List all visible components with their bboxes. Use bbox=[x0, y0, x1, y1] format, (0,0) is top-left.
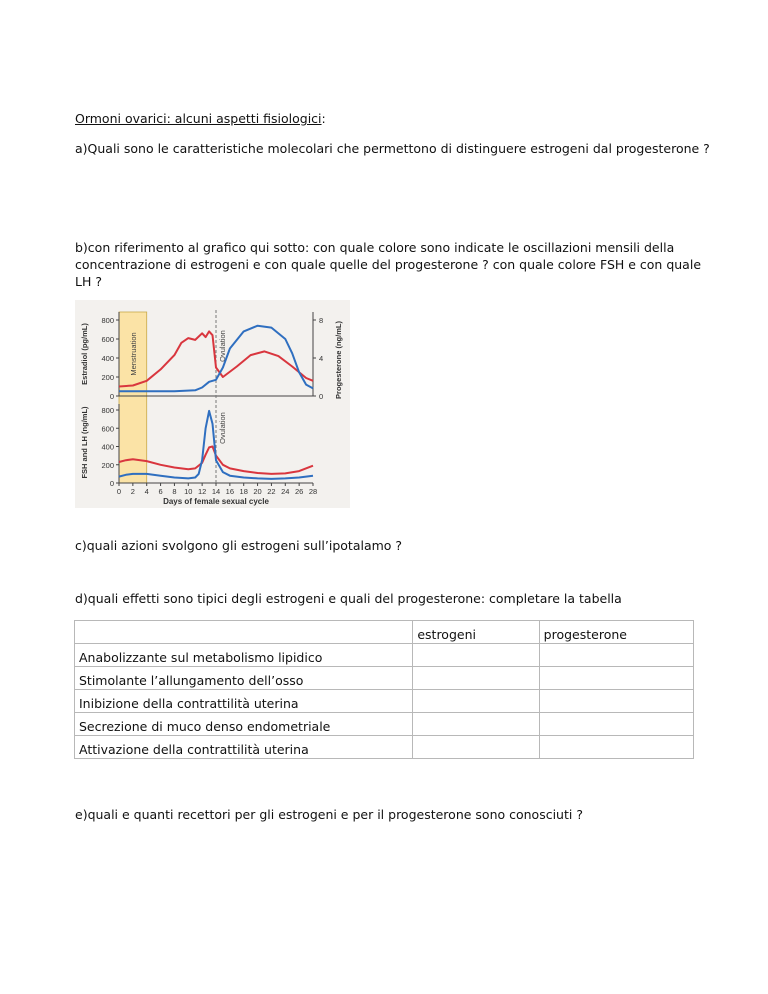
cell-progesterone[interactable] bbox=[539, 736, 693, 759]
header-progesterone: progesterone bbox=[539, 621, 693, 644]
cell-estrogeni[interactable] bbox=[413, 713, 539, 736]
table-row bbox=[75, 667, 694, 690]
cell-progesterone[interactable] bbox=[539, 644, 693, 667]
table-row bbox=[75, 690, 694, 713]
bottom-left-axis-label: FSH and LH (ng/mL) bbox=[80, 406, 89, 479]
ovulation-label-bottom: Ovulation bbox=[218, 412, 227, 444]
table-row bbox=[75, 713, 694, 736]
table-row bbox=[75, 736, 694, 759]
page-title bbox=[75, 110, 715, 127]
cell-progesterone[interactable] bbox=[539, 667, 693, 690]
ovulation-label-top: Ovulation bbox=[218, 330, 227, 362]
row-label: Inibizione della contrattilità uterina bbox=[75, 690, 413, 713]
x-tick-label: 22 bbox=[267, 487, 276, 496]
bottom-left-tick-label: 0 bbox=[109, 479, 114, 488]
question-e: e)quali e quanti recettori per gli estrogeni e per il progesterone sono conosciuti ? bbox=[75, 807, 583, 822]
row-label: Attivazione della contrattilità uterina bbox=[75, 736, 413, 759]
x-tick-label: 16 bbox=[225, 487, 235, 496]
x-tick-label: 24 bbox=[281, 487, 290, 496]
title-colon: : bbox=[321, 111, 326, 126]
cell-estrogeni[interactable] bbox=[413, 667, 539, 690]
row-label: Secrezione di muco denso endometriale bbox=[75, 713, 413, 736]
x-tick-label: 0 bbox=[116, 487, 122, 496]
x-tick-label: 18 bbox=[239, 487, 248, 496]
cell-progesterone[interactable] bbox=[539, 713, 693, 736]
question-d: d)quali effetti sono tipici degli estrogeni e quali del progesterone: completare la tabella bbox=[75, 591, 622, 606]
row-label: Stimolante l’allungamento dell’osso bbox=[75, 667, 413, 690]
header-blank bbox=[75, 621, 413, 644]
cell-progesterone[interactable] bbox=[539, 690, 693, 713]
row-label: Anabolizzante sul metabolismo lipidico bbox=[75, 644, 413, 667]
x-tick-label: 12 bbox=[197, 487, 207, 496]
cell-estrogeni[interactable] bbox=[413, 690, 539, 713]
top-left-axis-label: Estradiol (pg/mL) bbox=[80, 323, 89, 385]
top-left-tick-label: 600 bbox=[101, 335, 114, 344]
x-tick-label: 2 bbox=[130, 487, 135, 496]
question-a: a)Quali sono le caratteristiche molecolari che permettono di distinguere estrogeni dal progesterone ? bbox=[75, 141, 710, 156]
menstruation-label: Menstruation bbox=[128, 332, 138, 376]
x-tick-label: 20 bbox=[253, 487, 262, 496]
x-tick-label: 4 bbox=[144, 487, 149, 496]
top-right-tick-label: 4 bbox=[319, 354, 324, 363]
top-right-tick-label: 0 bbox=[319, 392, 324, 401]
hormone-cycle-chart bbox=[75, 300, 350, 508]
x-axis-label: Days of female sexual cycle bbox=[163, 497, 269, 506]
x-tick-label: 26 bbox=[294, 487, 304, 496]
question-b: b)con riferimento al grafico qui sotto: con quale colore sono indicate le oscillazioni mensili della concentrazione di estrogeni e con quale quelle del progesterone ? con quale colore FSH e con quale LH ? bbox=[75, 240, 702, 289]
bottom-left-tick-label: 200 bbox=[101, 460, 114, 470]
bottom-left-tick-label: 600 bbox=[101, 424, 114, 434]
x-tick-label: 28 bbox=[308, 487, 318, 496]
x-tick-label: 10 bbox=[184, 487, 193, 496]
cell-estrogeni[interactable] bbox=[413, 644, 539, 667]
top-left-tick-label: 400 bbox=[101, 354, 114, 363]
x-tick-label: 8 bbox=[172, 487, 177, 496]
top-right-tick-label: 8 bbox=[319, 316, 324, 325]
bottom-left-tick-label: 400 bbox=[101, 442, 114, 452]
header-estrogeni: estrogeni bbox=[413, 621, 539, 644]
top-left-tick-label: 200 bbox=[101, 373, 114, 382]
question-c: c)quali azioni svolgono gli estrogeni sull’ipotalamo ? bbox=[75, 538, 403, 553]
title-text: Ormoni ovarici: alcuni aspetti fisiologici bbox=[75, 111, 322, 126]
top-right-axis-label: Progesterone (ng/mL) bbox=[334, 321, 343, 399]
x-tick-label: 14 bbox=[211, 487, 221, 496]
x-tick-label: 6 bbox=[158, 487, 163, 496]
cell-estrogeni[interactable] bbox=[413, 736, 539, 759]
table-row bbox=[75, 644, 694, 667]
top-left-tick-label: 800 bbox=[101, 316, 114, 325]
bottom-left-tick-label: 800 bbox=[101, 406, 114, 415]
top-left-tick-label: 0 bbox=[109, 392, 114, 401]
table-header-row bbox=[75, 621, 694, 644]
effects-table bbox=[74, 620, 694, 759]
